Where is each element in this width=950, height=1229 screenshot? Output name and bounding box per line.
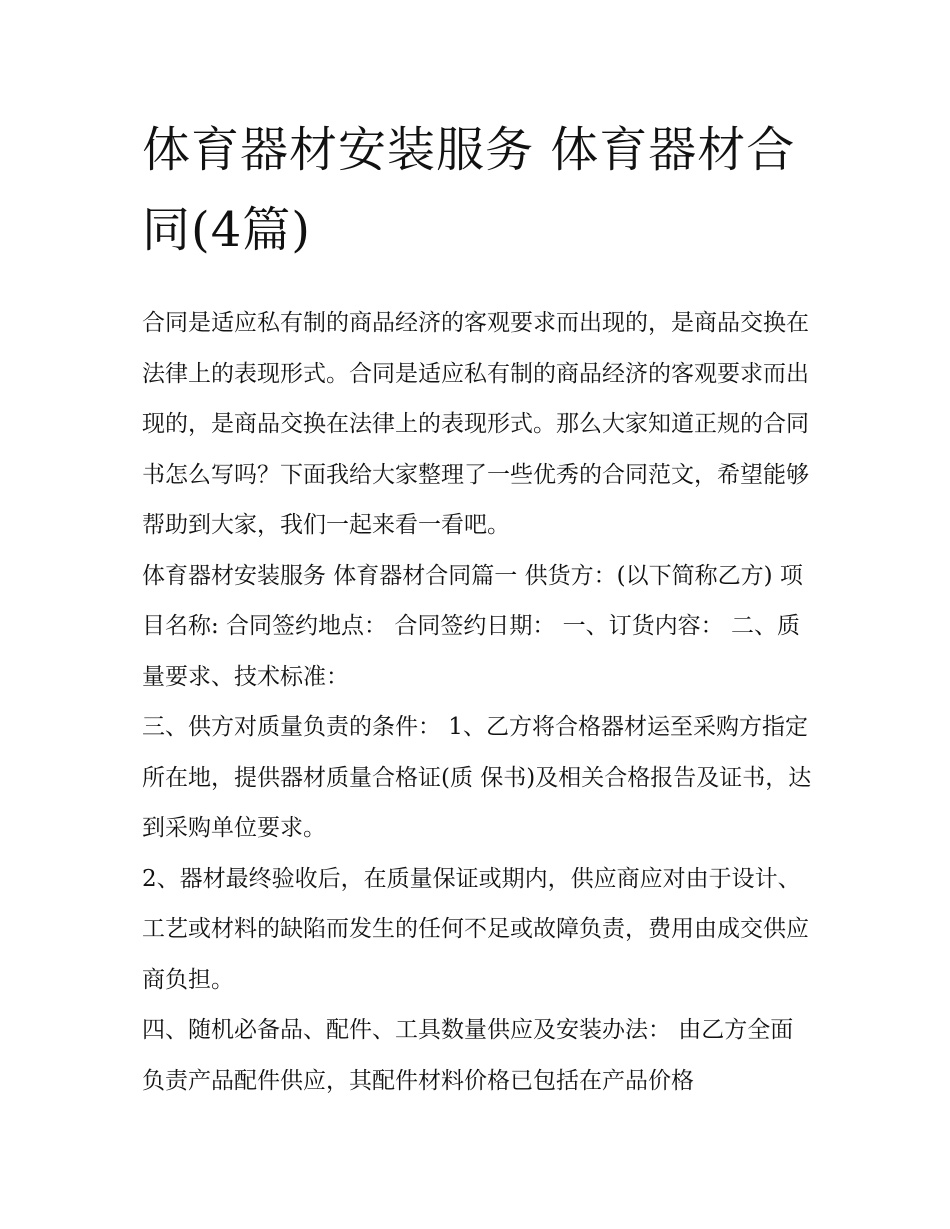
intro-paragraph: 合同是适应私有制的商品经济的客观要求而出现的，是商品交换在法律上的表现形式。合同是适应私有制的商品经济的客观要求而出现的，是商品交换在法律上的表现形式。那么大家知道正规的合同书怎么写吗？下面我给大家整理了一些优秀的合同范文，希望能够帮助到大家，我们一起来看一看吧。 xyxy=(142,310,809,538)
quality-conditions-paragraph: 三、供方对质量负责的条件： 1、乙方将合格器材运至采购方指定所在地，提供器材质量合格证(质 保书)及相关合格报告及证书，达到采购单位要求。 xyxy=(142,714,812,841)
document-page xyxy=(142,110,814,1106)
document-title: 体育器材安装服务 体育器材合同(4篇) xyxy=(142,122,796,258)
warranty-paragraph: 2、器材最终验收后，在质量保证或期内，供应商应对由于设计、工艺或材料的缺陷而发生的任何不足或故障负责，费用由成交供应商负担。 xyxy=(142,865,809,993)
accessories-paragraph: 四、随机必备品、配件、工具数量供应及安装办法： 由乙方全面负责产品配件供应，其配件材料价格已包括在产品价格 xyxy=(142,1017,794,1094)
contract-header-paragraph: 体育器材安装服务 体育器材合同篇一 供货方：(以下简称乙方) 项目名称: 合同签约地点： 合同签约日期： 一、订货内容： 二、质量要求、技术标准： xyxy=(142,562,803,690)
